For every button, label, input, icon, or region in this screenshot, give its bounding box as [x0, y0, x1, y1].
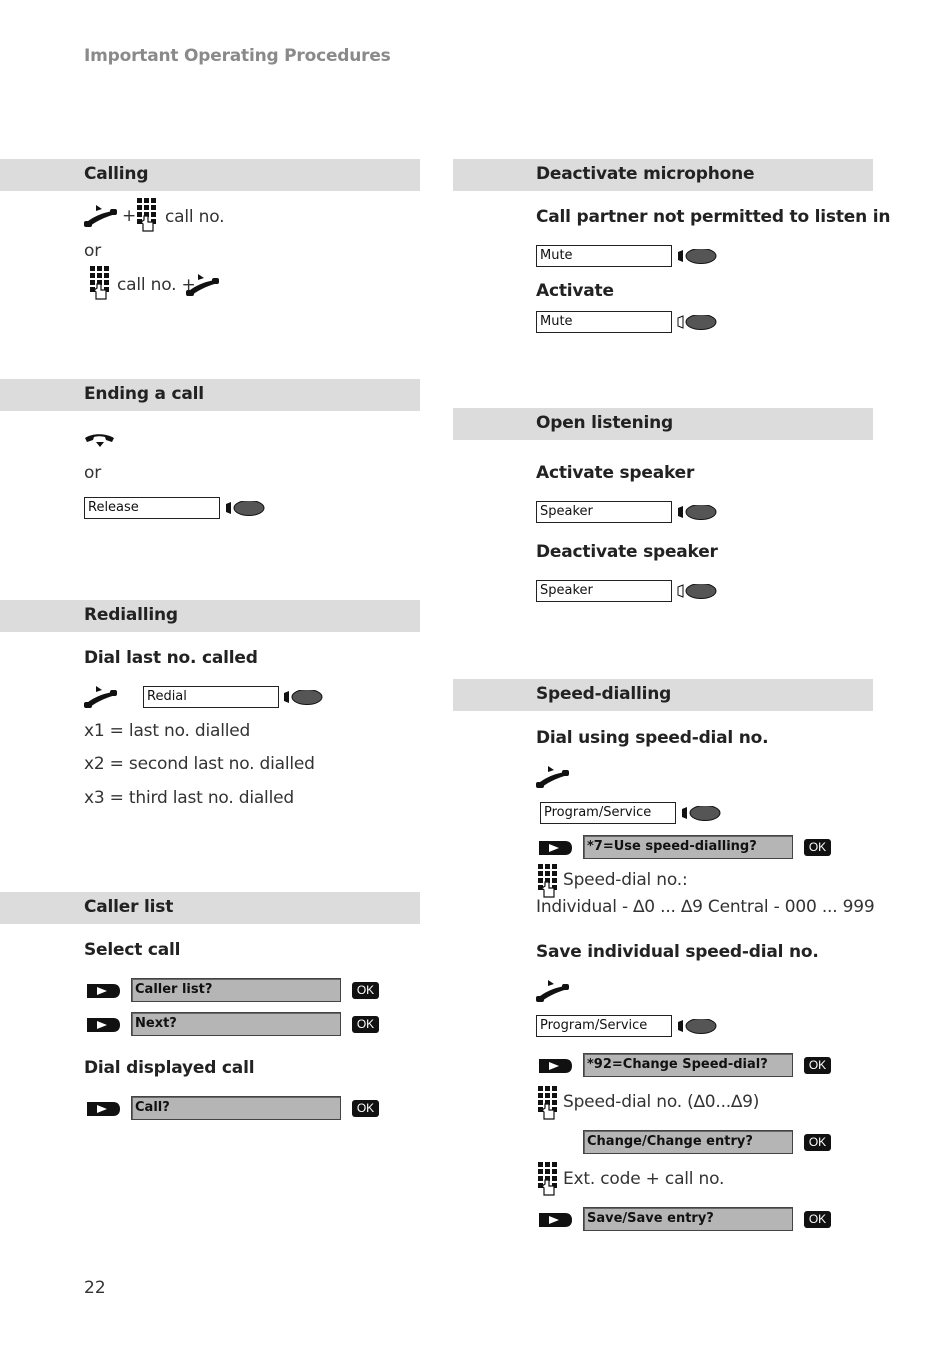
section-bar-microphone [453, 159, 873, 191]
softkey-icon[interactable] [225, 501, 273, 517]
ok-button[interactable]: OK [352, 1016, 379, 1033]
next-prompt: Next? [131, 1012, 341, 1036]
subheading: Dial last no. called [84, 648, 258, 668]
subheading: Call partner not permitted to listen in [536, 207, 891, 227]
section-title: Deactivate microphone [536, 164, 755, 184]
page-number: 22 [84, 1278, 106, 1298]
handset-lift-icon [84, 684, 120, 710]
keypad-icon [135, 198, 159, 232]
handset-lift-icon [536, 978, 572, 1004]
speed-dial-prompt: *7=Use speed-dialling? [583, 835, 793, 859]
handset-lift-icon [186, 272, 222, 298]
softkey-icon[interactable] [677, 505, 725, 521]
speed-dial-no-text: Speed-dial no.: [563, 870, 688, 890]
call-prompt: Call? [131, 1096, 341, 1120]
program-service-display: Program/Service [536, 1015, 672, 1037]
softkey-icon[interactable] [677, 584, 725, 600]
program-service-display: Program/Service [540, 802, 676, 824]
arrow-key-icon[interactable] [537, 840, 573, 856]
section-bar-redialling [0, 600, 420, 632]
handset-lift-icon [84, 203, 120, 229]
subheading: Activate [536, 281, 614, 301]
mute-display: Mute [536, 311, 672, 333]
handset-hangup-icon [84, 432, 116, 448]
section-title: Redialling [84, 605, 178, 625]
note-line: x1 = last no. dialled [84, 721, 251, 741]
plus-sign: + [122, 206, 137, 226]
caller-list-prompt: Caller list? [131, 978, 341, 1002]
subheading: Save individual speed-dial no. [536, 942, 819, 962]
call-no-text: call no. [165, 207, 225, 227]
subheading: Dial using speed-dial no. [536, 728, 769, 748]
softkey-icon[interactable] [677, 249, 725, 265]
section-bar-ending [0, 379, 420, 411]
section-title: Caller list [84, 897, 174, 917]
softkey-icon[interactable] [681, 806, 729, 822]
or-text: or [84, 463, 101, 483]
speed-dial-range: Individual - ∆0 ... ∆9 Central - 000 ... 999 [536, 897, 875, 917]
arrow-key-icon[interactable] [85, 1017, 121, 1033]
keypad-icon [536, 864, 560, 898]
ext-code-text: Ext. code + call no. [563, 1169, 725, 1189]
call-no-plus-text: call no. + [117, 275, 196, 295]
section-title: Open listening [536, 413, 674, 433]
handset-lift-icon [536, 764, 572, 790]
note-line: x2 = second last no. dialled [84, 754, 315, 774]
ok-button[interactable]: OK [804, 1211, 831, 1228]
note-line: x3 = third last no. dialled [84, 788, 294, 808]
keypad-icon [88, 266, 112, 300]
section-bar-caller-list [0, 892, 420, 924]
arrow-key-icon[interactable] [537, 1212, 573, 1228]
subheading: Dial displayed call [84, 1058, 255, 1078]
section-bar-speed-dialling [453, 679, 873, 711]
change-entry-prompt: Change/Change entry? [583, 1130, 793, 1154]
arrow-key-icon[interactable] [85, 983, 121, 999]
softkey-icon[interactable] [283, 690, 331, 706]
softkey-icon[interactable] [677, 1019, 725, 1035]
speaker-display: Speaker [536, 580, 672, 602]
arrow-key-icon[interactable] [537, 1058, 573, 1074]
redial-display: Redial [143, 686, 279, 708]
section-bar-calling [0, 159, 420, 191]
ok-button[interactable]: OK [804, 1134, 831, 1151]
change-speed-dial-prompt: *92=Change Speed-dial? [583, 1053, 793, 1077]
speaker-display: Speaker [536, 501, 672, 523]
subheading: Select call [84, 940, 181, 960]
section-title: Calling [84, 164, 149, 184]
running-head: Important Operating Procedures [84, 46, 391, 66]
section-title: Speed-dialling [536, 684, 672, 704]
ok-button[interactable]: OK [804, 839, 831, 856]
section-title: Ending a call [84, 384, 204, 404]
ok-button[interactable]: OK [352, 982, 379, 999]
subheading: Deactivate speaker [536, 542, 718, 562]
or-text: or [84, 241, 101, 261]
mute-display: Mute [536, 245, 672, 267]
speed-dial-no-range-text: Speed-dial no. (∆0...∆9) [563, 1092, 760, 1112]
softkey-icon[interactable] [677, 315, 725, 331]
ok-button[interactable]: OK [352, 1100, 379, 1117]
arrow-key-icon[interactable] [85, 1101, 121, 1117]
keypad-icon [536, 1162, 560, 1196]
release-display: Release [84, 497, 220, 519]
keypad-icon [536, 1086, 560, 1120]
ok-button[interactable]: OK [804, 1057, 831, 1074]
subheading: Activate speaker [536, 463, 695, 483]
section-bar-open-listening [453, 408, 873, 440]
save-entry-prompt: Save/Save entry? [583, 1207, 793, 1231]
